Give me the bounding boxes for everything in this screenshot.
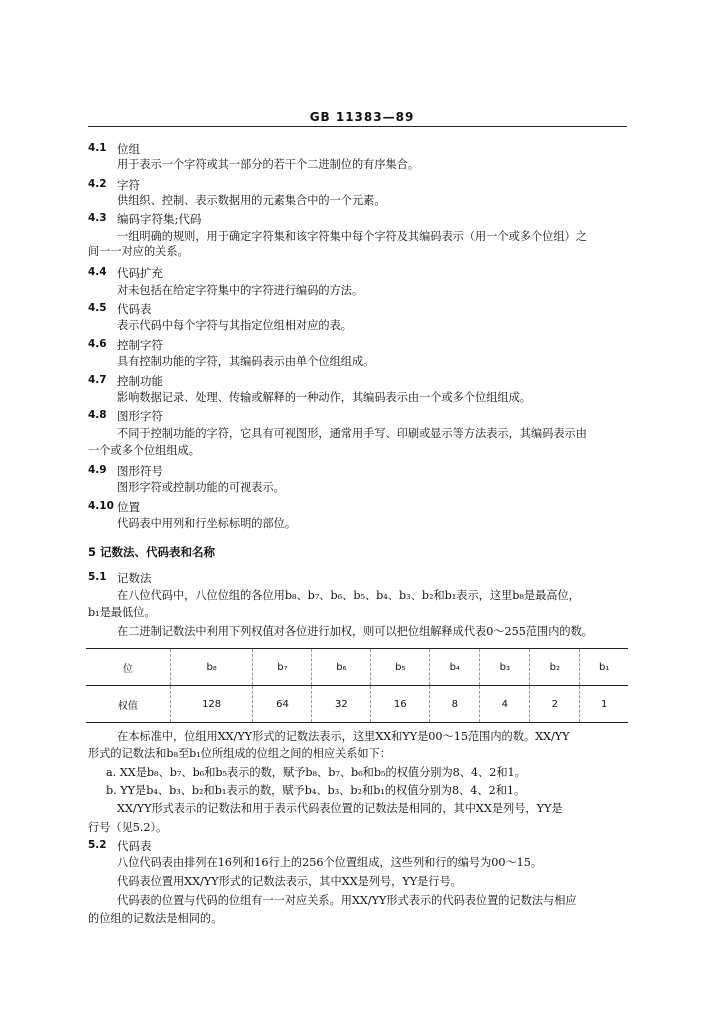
table-cell: b₂ bbox=[530, 649, 580, 686]
term-number: 4.2 bbox=[88, 178, 107, 190]
paragraph-line: 在本标准中，位组用XX/YY形式的记数法表示，这里XX和YY是00～15范围内的数。XX/YY bbox=[117, 730, 570, 743]
paragraph-line: b₁是最低位。 bbox=[88, 606, 156, 619]
paragraph-line: XX/YY形式表示的记数法和用于表示代码表位置的记数法是相同的，其中XX是列号，YY是 bbox=[117, 802, 563, 815]
paragraph-line: 行号（见5.2）。 bbox=[88, 821, 168, 834]
table-cell: b₄ bbox=[430, 649, 480, 686]
term-text: 具有控制功能的字符，其编码表示由单个位组组成。 bbox=[117, 355, 375, 368]
bit-weight-table bbox=[86, 648, 628, 723]
header-rule bbox=[88, 126, 627, 127]
term-text: 一组明确的规则，用于确定字符集和该字符集中每个字符及其编码表示（用一个或多个位组）之 bbox=[117, 230, 587, 243]
paragraph-line: 形式的记数法和b₈至b₁位所组成的位组之间的相应关系如下： bbox=[88, 747, 391, 760]
table-cell: b₈ bbox=[170, 649, 253, 686]
term-title: 图形字符 bbox=[117, 409, 163, 423]
section-heading: 5 记数法、代码表和名称 bbox=[88, 545, 216, 559]
paragraph-line: 在二进制记数法中利用下列权值对各位进行加权，则可以把位组解释成代表0～255范围内的数。 bbox=[117, 625, 593, 638]
term-number: 4.4 bbox=[88, 266, 107, 278]
table-cell: b₃ bbox=[480, 649, 530, 686]
table-cell: b₁ bbox=[580, 649, 628, 686]
term-number: 4.6 bbox=[88, 338, 107, 350]
paragraph-line: 代码表的位置与代码的位组有一一对应关系。用XX/YY形式表示的代码表位置的记数法与相应 bbox=[117, 894, 577, 907]
term-title: 位组 bbox=[117, 142, 140, 156]
subsection-number: 5.2 bbox=[88, 839, 107, 851]
term-text: 不同于控制功能的字符，它具有可视图形，通常用手写、印刷或显示等方法表示，其编码表示由 bbox=[117, 427, 587, 440]
table-cell: 8 bbox=[430, 686, 480, 723]
list-item-b: b. YY是b₄、b₃、b₂和b₁表示的数，赋予b₄、b₃、b₂和b₁的权值分别为8、4、2和1。 bbox=[106, 784, 526, 797]
table-cell: 128 bbox=[170, 686, 253, 723]
term-title: 代码表 bbox=[117, 302, 152, 316]
term-number: 4.9 bbox=[88, 464, 107, 476]
term-text: 影响数据记录、处理、传输或解释的一种动作，其编码表示由一个或多个位组组成。 bbox=[117, 391, 531, 404]
paragraph-line: 在八位代码中，八位位组的各位用b₈、b₇、b₆、b₅、b₄、b₃、b₂和b₁表示，这里b₈是最高位， bbox=[117, 589, 580, 602]
table-cell: 2 bbox=[530, 686, 580, 723]
term-title: 控制字符 bbox=[117, 338, 163, 352]
term-number: 4.1 bbox=[88, 142, 107, 154]
list-item-a: a. XX是b₈、b₇、b₆和b₅表示的数，赋予b₈、b₇、b₆和b₅的权值分别为8、4、2和1。 bbox=[106, 766, 526, 779]
table-cell: 4 bbox=[480, 686, 530, 723]
subsection-number: 5.1 bbox=[88, 571, 107, 583]
paragraph-line: 八位代码表由排列在16列和16行上的256个位置组成，这些列和行的编号为00～15。 bbox=[117, 856, 543, 869]
table-row bbox=[86, 649, 628, 686]
subsection-title: 记数法 bbox=[117, 571, 152, 585]
table-cell: 16 bbox=[371, 686, 430, 723]
term-title: 图形符号 bbox=[117, 464, 163, 478]
subsection-title: 代码表 bbox=[117, 839, 152, 853]
table-cell: 1 bbox=[580, 686, 628, 723]
table-cell: b₇ bbox=[253, 649, 312, 686]
term-text: 图形字符或控制功能的可视表示。 bbox=[117, 481, 285, 494]
term-number: 4.7 bbox=[88, 374, 107, 386]
term-number: 4.8 bbox=[88, 409, 107, 421]
table-cell: 位 bbox=[86, 649, 170, 686]
table-cell: 32 bbox=[312, 686, 371, 723]
term-number: 4.10 bbox=[88, 500, 114, 512]
term-title: 控制功能 bbox=[117, 374, 163, 388]
term-text: 间一一对应的关系。 bbox=[88, 245, 189, 258]
paragraph-line: 代码表位置用XX/YY形式的记数法表示，其中XX是列号，YY是行号。 bbox=[117, 875, 462, 888]
term-title: 代码扩充 bbox=[117, 266, 163, 280]
term-text: 一个或多个位组组成。 bbox=[88, 444, 200, 457]
page-header: GB 11383—89 bbox=[309, 110, 415, 124]
term-number: 4.5 bbox=[88, 302, 107, 314]
table-cell: b₅ bbox=[371, 649, 430, 686]
table-cell: 64 bbox=[253, 686, 312, 723]
term-title: 字符 bbox=[117, 178, 140, 192]
term-title: 编码字符集;代码 bbox=[117, 212, 202, 226]
term-text: 用于表示一个字符或其一部分的若干个二进制位的有序集合。 bbox=[117, 158, 420, 171]
term-text: 表示代码中每个字符与其指定位组相对应的表。 bbox=[117, 319, 352, 332]
table-cell: 权值 bbox=[86, 686, 170, 723]
term-text: 代码表中用列和行坐标标明的部位。 bbox=[117, 517, 297, 530]
term-number: 4.3 bbox=[88, 212, 107, 224]
paragraph-line: 的位组的记数法是相同的。 bbox=[88, 912, 223, 925]
term-title: 位置 bbox=[117, 500, 140, 514]
term-text: 供组织、控制、表示数据用的元素集合中的一个元素。 bbox=[117, 194, 386, 207]
term-text: 对未包括在给定字符集中的字符进行编码的方法。 bbox=[117, 284, 364, 297]
table-cell: b₆ bbox=[312, 649, 371, 686]
table-row bbox=[86, 686, 628, 723]
